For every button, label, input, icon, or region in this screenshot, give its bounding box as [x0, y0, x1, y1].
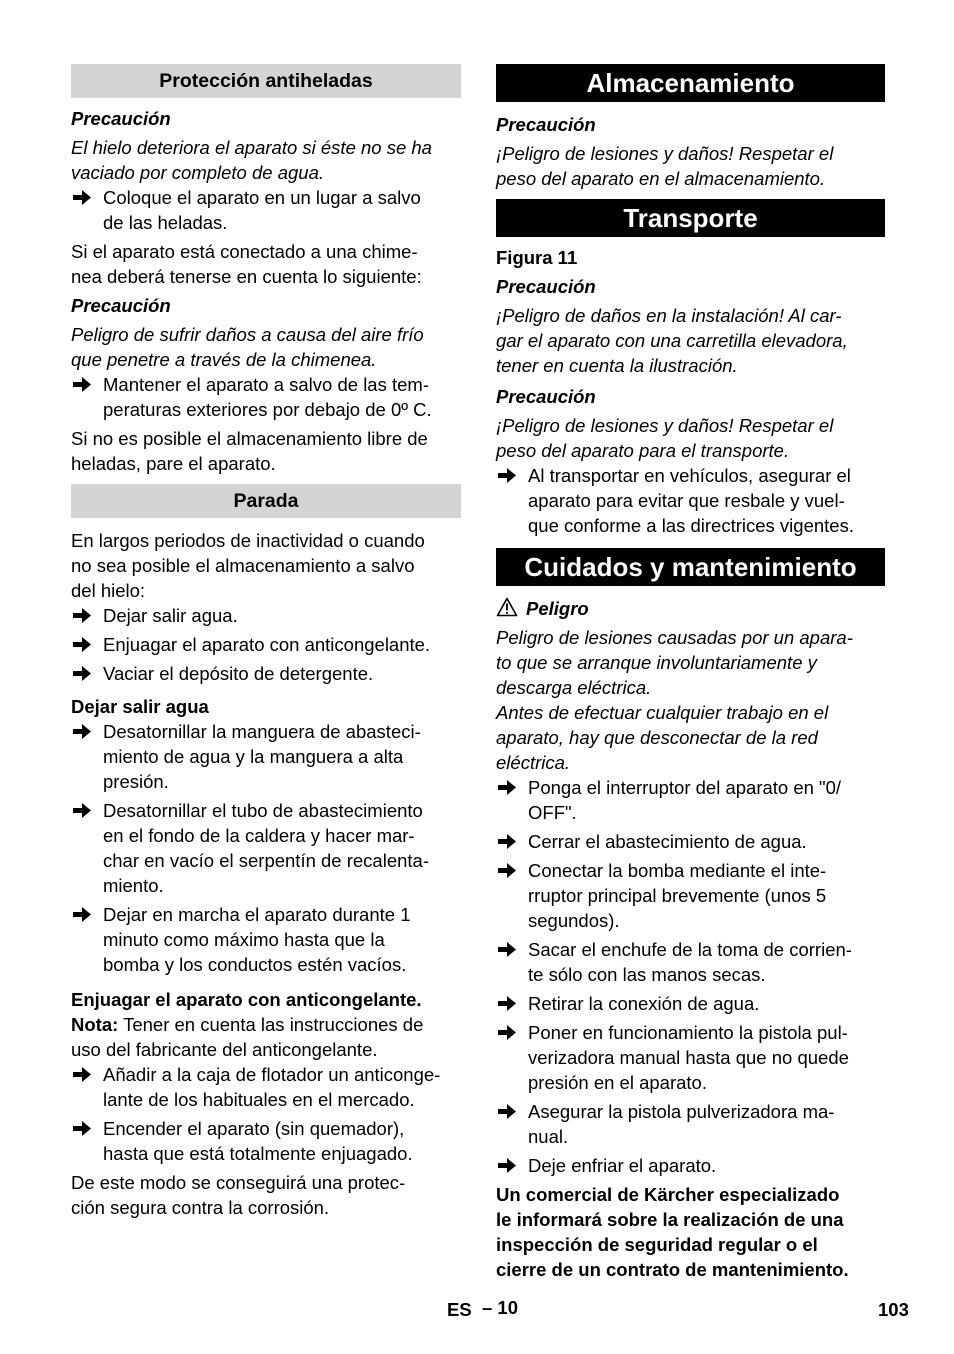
arrow-icon	[71, 1116, 93, 1141]
figure-reference: Figura 11	[496, 247, 578, 268]
list-item: Mantener el aparato a salvo de las tem- peraturas exteriores por debajo de 0º C.	[71, 372, 461, 422]
arrow-icon	[71, 632, 93, 657]
paragraph: Si no es posible el almacenamiento libre de heladas, pare el aparato.	[71, 428, 428, 474]
list-item: Conectar la bomba mediante el inte- rruptor principal brevemente (unos 5 segundos).	[496, 858, 885, 933]
list-item: Vaciar el depósito de detergente.	[71, 661, 461, 686]
section-title-transporte: Transporte	[496, 199, 885, 237]
caution-text: ¡Peligro de lesiones y daños! Respetar el peso del aparato para el transporte.	[496, 415, 834, 461]
arrow-icon	[71, 902, 93, 927]
list-item: Deje enfriar el aparato.	[496, 1153, 885, 1178]
footer-page-local: – 10	[482, 1297, 519, 1318]
list-item: Asegurar la pistola pulverizadora ma- nual.	[496, 1099, 885, 1149]
caution-heading: Precaución	[496, 114, 596, 135]
list-item: Encender el aparato (sin quemador), hasta que está totalmente enjuagado.	[71, 1116, 461, 1166]
caution-text: ¡Peligro de daños en la instalación! Al car- gar el aparato con una carretilla elevadora, tener en cuenta la ilustración.	[496, 305, 848, 376]
warning-icon	[496, 597, 518, 617]
page-number: 103	[878, 1299, 909, 1320]
caution-text: El hielo deteriora el aparato si éste no se ha vaciado por completo de agua.	[71, 137, 432, 183]
danger-text: Peligro de lesiones causadas por un apara- to que se arranque involuntariamente y descarga eléctrica. Antes de efectuar cualquier trabajo en el aparato, hay que desconectar de la red eléctrica.	[496, 627, 853, 773]
arrow-icon	[71, 185, 93, 210]
danger-heading: Peligro	[496, 596, 885, 621]
arrow-icon	[496, 1099, 518, 1124]
caution-text: ¡Peligro de lesiones y daños! Respetar el peso del aparato en el almacenamiento.	[496, 143, 834, 189]
list-item: Al transportar en vehículos, asegurar el aparato para evitar que resbale y vuel- que conforme a las directrices vigentes.	[496, 463, 885, 538]
caution-heading: Precaución	[71, 108, 171, 129]
arrow-icon	[71, 603, 93, 628]
arrow-icon	[496, 463, 518, 488]
section-title-antiheladas: Protección antiheladas	[71, 64, 461, 98]
caution-heading: Precaución	[71, 295, 171, 316]
subheading: Enjuagar el aparato con anticongelante.	[71, 989, 422, 1010]
arrow-icon	[71, 372, 93, 397]
section-title-almacenamiento: Almacenamiento	[496, 64, 885, 102]
caution-heading: Precaución	[496, 386, 596, 407]
section-title-parada: Parada	[71, 484, 461, 518]
list-item: Dejar en marcha el aparato durante 1 minuto como máximo hasta que la bomba y los conductos estén vacíos.	[71, 902, 461, 977]
arrow-icon	[496, 991, 518, 1016]
arrow-icon	[496, 1020, 518, 1045]
list-item: Desatornillar el tubo de abastecimiento en el fondo de la caldera y hacer mar- char en vacío el serpentín de recalenta- miento.	[71, 798, 461, 898]
list-item: Desatornillar la manguera de abasteci- miento de agua y la manguera a alta presión.	[71, 719, 461, 794]
subheading: Dejar salir agua	[71, 696, 209, 717]
closing-note: Un comercial de Kärcher especializado le informará sobre la realización de una inspección de seguridad regular o el cierre de un contrato de mantenimiento.	[496, 1184, 849, 1280]
caution-heading: Precaución	[496, 276, 596, 297]
list-item: Dejar salir agua.	[71, 603, 461, 628]
list-item: Ponga el interruptor del aparato en "0/ OFF".	[496, 775, 885, 825]
list-item: Cerrar el abastecimiento de agua.	[496, 829, 885, 854]
arrow-icon	[496, 937, 518, 962]
arrow-icon	[496, 829, 518, 854]
list-item: Añadir a la caja de flotador un anticonge- lante de los habituales en el mercado.	[71, 1062, 461, 1112]
list-item: Poner en funcionamiento la pistola pul- verizadora manual hasta que no quede presión en el aparato.	[496, 1020, 885, 1095]
arrow-icon	[71, 1062, 93, 1087]
arrow-icon	[496, 775, 518, 800]
section-title-cuidados: Cuidados y mantenimiento	[496, 548, 885, 586]
footer-language: ES	[447, 1299, 472, 1320]
arrow-icon	[71, 719, 93, 744]
left-column	[71, 64, 461, 1220]
list-item: Sacar el enchufe de la toma de corrien- te sólo con las manos secas.	[496, 937, 885, 987]
arrow-icon	[71, 798, 93, 823]
caution-text: Peligro de sufrir daños a causa del aire frío que penetre a través de la chimenea.	[71, 324, 424, 370]
note: Nota: Tener en cuenta las instrucciones de uso del fabricante del anticongelante.	[71, 1014, 424, 1060]
arrow-icon	[496, 1153, 518, 1178]
list-item: Retirar la conexión de agua.	[496, 991, 885, 1016]
arrow-icon	[71, 661, 93, 686]
paragraph: En largos periodos de inactividad o cuando no sea posible el almacenamiento a salvo del hielo:	[71, 530, 425, 601]
paragraph: De este modo se conseguirá una protec- ción segura contra la corrosión.	[71, 1172, 406, 1218]
list-item: Coloque el aparato en un lugar a salvo de las heladas.	[71, 185, 461, 235]
right-column	[496, 64, 885, 1282]
paragraph: Si el aparato está conectado a una chime- nea deberá tenerse en cuenta lo siguiente:	[71, 241, 422, 287]
arrow-icon	[496, 858, 518, 883]
list-item: Enjuagar el aparato con anticongelante.	[71, 632, 461, 657]
